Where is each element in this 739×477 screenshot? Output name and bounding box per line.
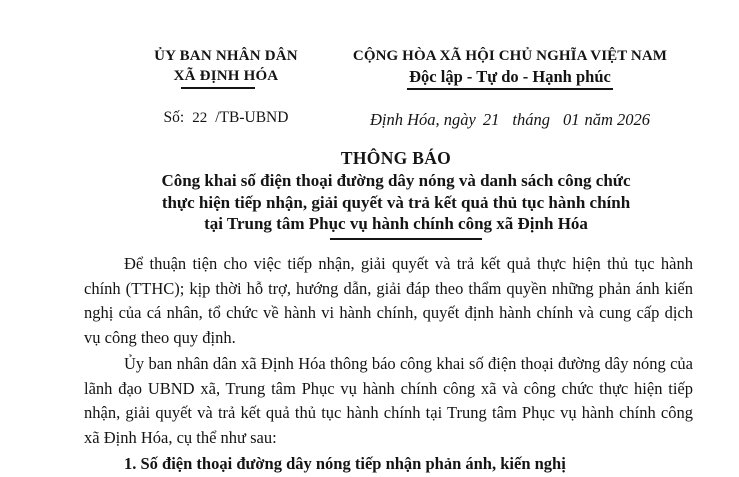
doc-number (100, 108, 352, 128)
doc-number-label: Số: (163, 109, 185, 126)
dateline-month: 01 (562, 110, 580, 129)
dateline-month-label: tháng (512, 110, 550, 129)
dateline-day: 21 (482, 110, 500, 129)
motto-country: CỘNG HÒA XÃ HỘI CHỦ NGHĨA VIỆT NAM (352, 48, 668, 64)
title-divider (330, 238, 482, 240)
dateline-suffix: năm 2026 (584, 110, 650, 129)
dateline (332, 109, 688, 130)
dateline-prefix: Định Hóa, ngày (369, 110, 476, 129)
issuer-underline (181, 87, 255, 89)
issuer-org: ỦY BAN NHÂN DÂN (154, 48, 298, 64)
doc-number-symbol: /TB-UBND (215, 109, 289, 126)
issuer-block (100, 46, 352, 89)
title-block (53, 147, 739, 240)
title-line-2: thực hiện tiếp nhận, giải quyết và trả kết quả thủ tục hành chính (161, 192, 631, 212)
doc-number-value: 22 (192, 110, 208, 126)
paragraph-2: Ủy ban nhân dân xã Định Hóa thông báo công khai số điện thoại đường dây nóng của lãnh đạo UBND xã, Trung tâm Phục vụ hành chính công xã và công chức thực hiện tiếp nhận, giải quyết và trả kết quả thủ tục hành chính tại Trung tâm Phục vụ hành chính công xã Định Hóa, cụ thể như sau: (84, 354, 693, 447)
title-line-1: Công khai số điện thoại đường dây nóng và danh sách công chức (161, 171, 631, 190)
paragraph-1: Để thuận tiện cho việc tiếp nhận, giải quyết và trả kết quả thực hiện thủ tục hành chính (TTHC); kịp thời hỗ trợ, hướng dẫn, giải đáp theo thẩm quyền những phản ánh kiến nghị của cá nhân, tổ chức về hành vi hành chính, quyết định hành chính và cung cấp dịch vụ công theo quy định. (84, 254, 693, 347)
doc-type-heading: THÔNG BÁO (340, 148, 452, 168)
motto-block (332, 46, 688, 90)
issuer-unit: XÃ ĐỊNH HÓA (173, 68, 279, 84)
motto-slogan: Độc lập - Tự do - Hạnh phúc (407, 66, 613, 90)
body-block (84, 252, 693, 477)
clipped-next-line: 1. Số điện thoại đường dây nóng tiếp nhận phản ánh, kiến nghị (124, 454, 566, 473)
title-line-3: tại Trung tâm Phục vụ hành chính công xã Định Hóa (204, 214, 588, 233)
